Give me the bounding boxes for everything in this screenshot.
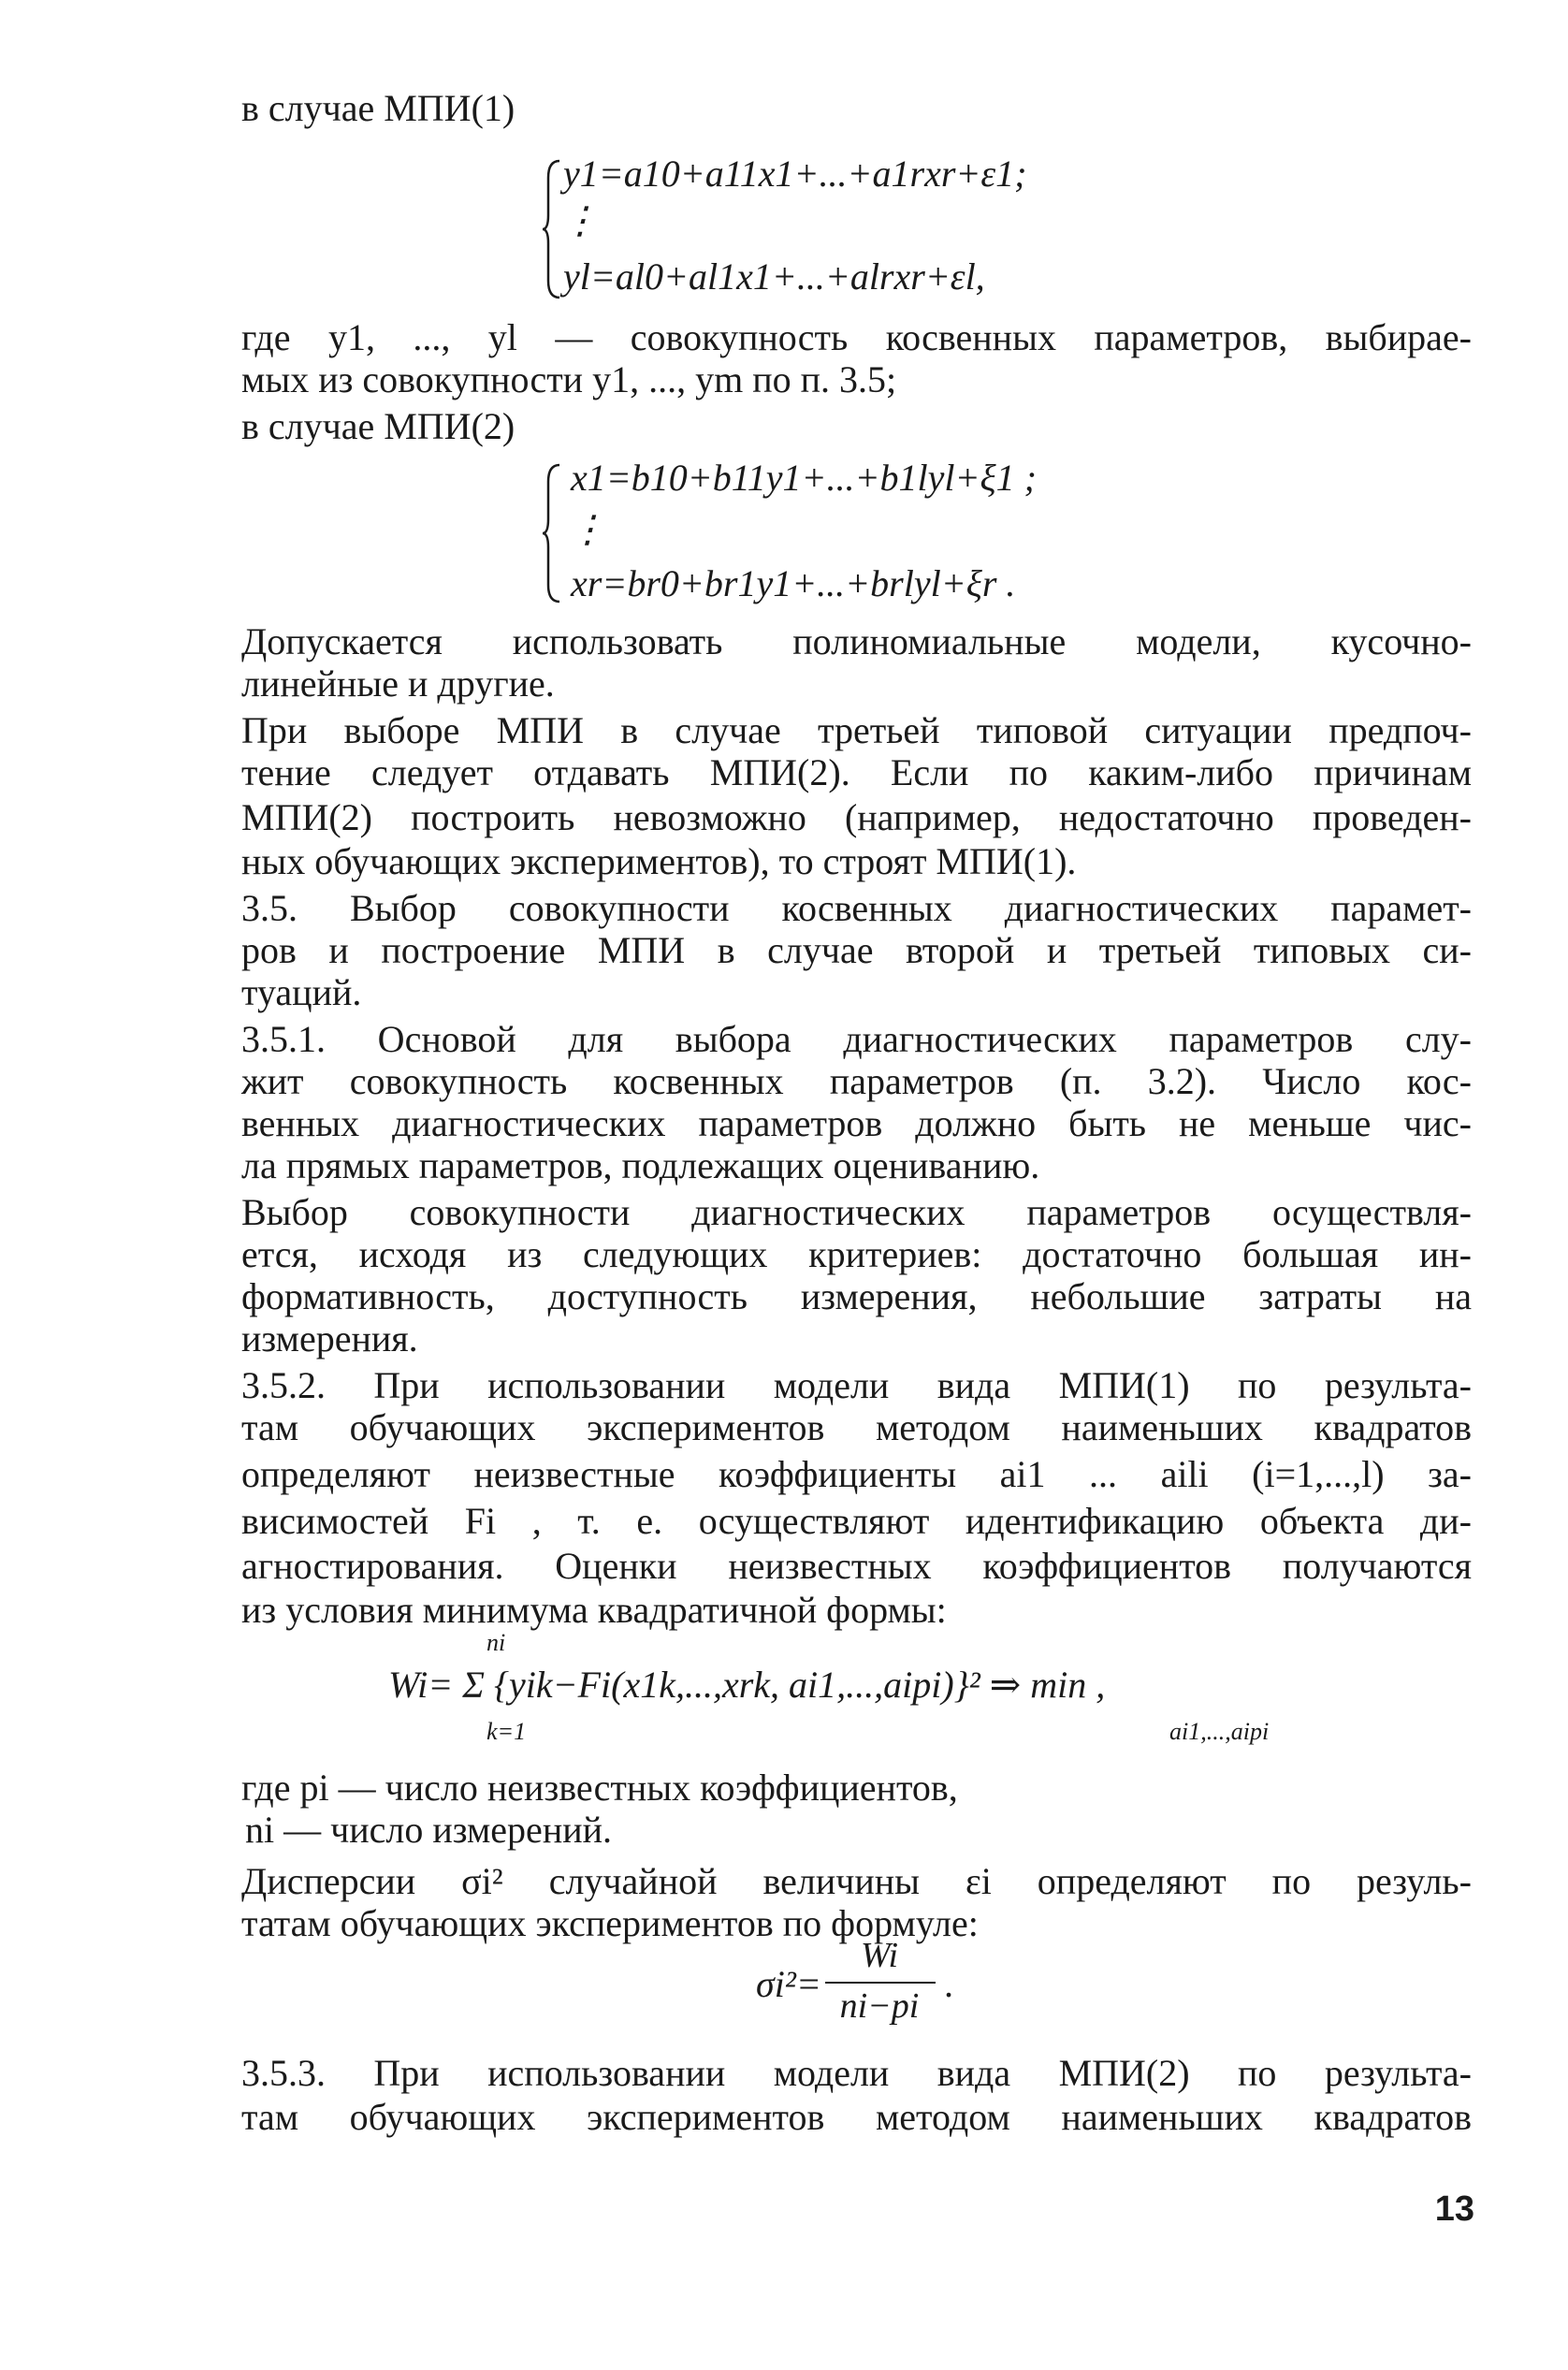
left-brace: [541, 159, 563, 299]
text-line: формативность, доступность измерения, небольшие затраты на: [241, 1275, 1472, 1317]
text-line: ров и построение МПИ в случае второй и третьей типовых си-: [241, 929, 1472, 971]
text-line: определяют неизвестные коэффициенты ai1 ... aili (i=1,...,l) за-: [241, 1453, 1472, 1495]
formula-line: x1=b10+b11y1+...+b1lyl+ξ1 ;: [571, 457, 1037, 499]
text-line: ni — число измерений.: [245, 1809, 613, 1851]
text-line: венных диагностических параметров должно быть не меньше чис-: [241, 1102, 1472, 1144]
text-line: агностирования. Оценки неизвестных коэффициентов получаются: [241, 1545, 1472, 1587]
text-line: где pi — число неизвестных коэффициентов,: [241, 1767, 958, 1809]
text-line: ется, исходя из следующих критериев: достаточно большая ин-: [241, 1233, 1472, 1275]
text-line: 3.5.1. Основой для выбора диагностических параметров слу-: [241, 1018, 1472, 1060]
left-brace: [541, 463, 563, 603]
text-line: 3.5.3. При использовании модели вида МПИ(2) по результа-: [241, 2052, 1472, 2094]
formula-line: xr=br0+br1y1+...+brlyl+ξr .: [571, 562, 1016, 604]
text-line: ных обучающих экспериментов), то строят МПИ(1).: [241, 840, 1077, 882]
formula-line: y1=a10+a11x1+...+a1rxr+ε1;: [563, 153, 1027, 195]
text-line: тение следует отдавать МПИ(2). Если по каким-либо причинам: [241, 751, 1472, 793]
text-line: МПИ(2) построить невозможно (например, недостаточно проведен-: [241, 796, 1472, 838]
min-subscript: ai1,...,aipi: [1169, 1718, 1270, 1745]
text-line: где y1, ..., yl — совокупность косвенных параметров, выбирае-: [241, 316, 1472, 358]
formula-vdots: ⋮: [569, 508, 606, 550]
text-line: из условия минимума квадратичной формы:: [241, 1589, 947, 1631]
text-line: Выбор совокупности диагностических параметров осуществля-: [241, 1191, 1472, 1233]
formula-line: yl=al0+al1x1+...+alrxr+εl,: [563, 255, 985, 298]
text-line: татам обучающих экспериментов по формуле:: [241, 1902, 979, 1944]
text-line: линейные и другие.: [241, 662, 555, 705]
fraction-bar: [825, 1982, 936, 1984]
text-line: 3.5. Выбор совокупности косвенных диагностических парамет-: [241, 887, 1472, 929]
text-line: туаций.: [241, 971, 362, 1013]
text-line: Дисперсии σi² случайной величины εi определяют по резуль-: [241, 1860, 1472, 1902]
text-line: висимостей Fi , т. е. осуществляют идентификацию объекта ди-: [241, 1500, 1472, 1542]
text-line: в случае МПИ(2): [241, 405, 515, 447]
text-line: измерения.: [241, 1317, 418, 1359]
text-line: там обучающих экспериментов методом наименьших квадратов: [241, 1406, 1472, 1448]
text-line: в случае МПИ(1): [241, 87, 515, 129]
sum-lower-limit: k=1: [486, 1718, 527, 1745]
formula-vdots: ⋮: [561, 199, 599, 241]
page-number: 13: [1434, 2189, 1474, 2229]
fraction-numerator: Wi: [860, 1936, 899, 1975]
text-line: мых из совокупности y1, ..., ym по п. 3.5;: [241, 358, 897, 400]
sum-upper-limit: ni: [486, 1629, 506, 1656]
fraction-denominator: ni−pi: [839, 1986, 920, 2026]
variance-lhs: σi²=: [756, 1963, 821, 2005]
text-line: 3.5.2. При использовании модели вида МПИ(1) по результа-: [241, 1364, 1472, 1406]
formula-line: Wi= Σ {yik−Fi(x1k,...,xrk, ai1,...,aipi)}² ⇒ min ,: [388, 1664, 1106, 1706]
text-line: жит совокупность косвенных параметров (п. 3.2). Число кос-: [241, 1060, 1472, 1102]
text-line: При выборе МПИ в случае третьей типовой ситуации предпоч-: [241, 709, 1472, 751]
text-line: Допускается использовать полиномиальные модели, кусочно-: [241, 620, 1472, 662]
text-line: ла прямых параметров, подлежащих оцениванию.: [241, 1144, 1040, 1186]
text-line: там обучающих экспериментов методом наименьших квадратов: [241, 2096, 1472, 2138]
formula-end: .: [945, 1963, 954, 2005]
